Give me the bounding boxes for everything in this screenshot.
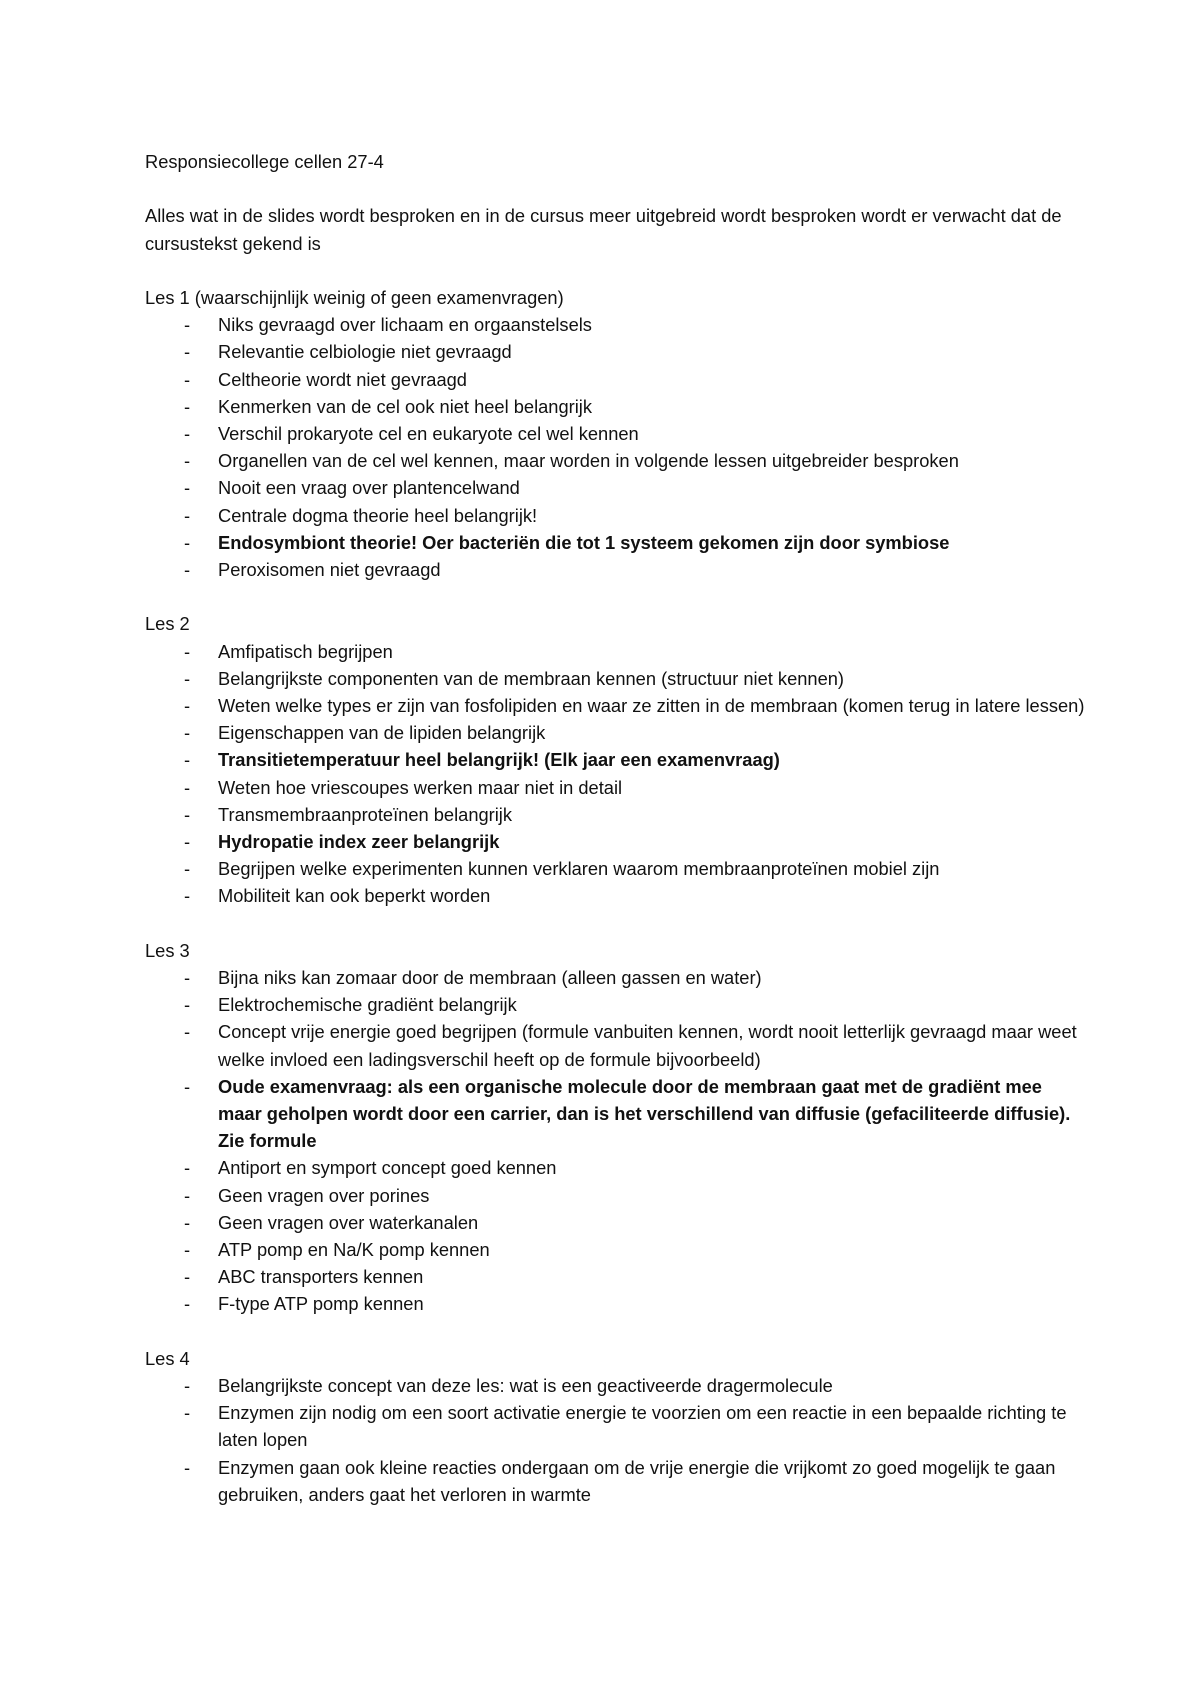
list-item [145, 991, 1085, 1018]
dash-bullet: - [184, 695, 191, 717]
list-item-text: Oude examenvraag: als een organische molecule door de membraan gaat met de gradiënt mee maar geholpen wordt door een carrier, dan is het verschillend van diffusie (gefaciliteerde diffusie). Zie formule [218, 1075, 1071, 1152]
list-item [145, 338, 1085, 365]
list-item [145, 556, 1085, 583]
dash-bullet: - [184, 504, 191, 526]
dash-bullet: - [184, 477, 191, 499]
section-heading: Les 4 [145, 1347, 190, 1369]
dash-bullet: - [184, 395, 191, 417]
list-item [145, 1399, 1085, 1453]
list-item [145, 828, 1085, 855]
dash-bullet: - [184, 314, 191, 336]
list-item [145, 882, 1085, 909]
list-item [145, 774, 1085, 801]
list-item-text: Geen vragen over porines [218, 1184, 430, 1206]
dash-bullet: - [184, 1184, 191, 1206]
dash-bullet: - [184, 368, 191, 390]
list-item-text: Hydropatie index zeer belangrijk [218, 831, 500, 853]
dash-bullet: - [184, 749, 191, 771]
list-item [145, 1263, 1085, 1290]
list-item-text: Verschil prokaryote cel en eukaryote cel wel kennen [218, 423, 639, 444]
list-item-text: Concept vrije energie goed begrijpen (formule vanbuiten kennen, wordt nooit letterlijk gevraagd maar weet welke invloed een ladingsverschil heeft op de formule bijvoorbeeld) [218, 1021, 1077, 1070]
document-page [145, 148, 1085, 1535]
section-les-2 [145, 610, 1085, 909]
list-item-text: Endosymbiont theorie! Oer bacteriën die tot 1 systeem gekomen zijn door symbiose [218, 531, 950, 553]
sections-container [145, 284, 1085, 1508]
dash-bullet: - [184, 1266, 191, 1288]
list-item-text: Belangrijkste componenten van de membraan kennen (structuur niet kennen) [218, 667, 844, 689]
dash-bullet: - [184, 776, 191, 798]
list-item-text: Eigenschappen van de lipiden belangrijk [218, 722, 546, 744]
list-item-text: Weten welke types er zijn van fosfolipiden en waar ze zitten in de membraan (komen terug in latere lessen) [218, 695, 1085, 717]
list-item-text: Geen vragen over waterkanalen [218, 1211, 479, 1233]
section-les-4 [145, 1345, 1085, 1508]
list-item-text: Enzymen gaan ook kleine reacties ondergaan om de vrije energie die vrijkomt zo goed mogelijk te gaan gebruiken, anders gaat het verloren in warmte [218, 1456, 1056, 1505]
list-item-text: Begrijpen welke experimenten kunnen verklaren waarom membraanproteïnen mobiel zijn [218, 858, 940, 880]
section-heading: Les 1 (waarschijnlijk weinig of geen examenvragen) [145, 286, 564, 308]
dash-bullet: - [184, 423, 191, 444]
list-item-text: Antiport en symport concept goed kennen [218, 1157, 557, 1179]
list-item [145, 1018, 1085, 1072]
dash-bullet: - [184, 1375, 191, 1397]
list-item [145, 1454, 1085, 1508]
list-item [145, 447, 1085, 474]
list-item [145, 1209, 1085, 1236]
section-les-1 [145, 284, 1085, 583]
list-item [145, 746, 1085, 773]
list-item-text: Amfipatisch begrijpen [218, 640, 393, 662]
bullet-list [145, 638, 1085, 910]
dash-bullet: - [184, 858, 191, 880]
list-item [145, 529, 1085, 556]
list-item-text: Weten hoe vriescoupes werken maar niet in detail [218, 776, 623, 798]
section-heading: Les 2 [145, 613, 190, 635]
section-les-3 [145, 937, 1085, 1318]
list-item-text: Organellen van de cel wel kennen, maar worden in volgende lessen uitgebreider besproken [218, 450, 959, 472]
dash-bullet: - [184, 1239, 191, 1261]
list-item [145, 1372, 1085, 1399]
dash-bullet: - [184, 341, 191, 363]
list-item [145, 420, 1085, 447]
list-item-text: Transitietemperatuur heel belangrijk! (Elk jaar een examenvraag) [218, 749, 780, 771]
dash-bullet: - [184, 885, 191, 907]
dash-bullet: - [184, 667, 191, 689]
list-item [145, 719, 1085, 746]
list-item [145, 474, 1085, 501]
bullet-list [145, 964, 1085, 1318]
list-item-text: Belangrijkste concept van deze les: wat is een geactiveerde dragermolecule [218, 1375, 833, 1397]
dash-bullet: - [184, 450, 191, 472]
list-item-text: Elektrochemische gradiënt belangrijk [218, 994, 517, 1016]
dash-bullet: - [184, 722, 191, 744]
list-item-text: Celtheorie wordt niet gevraagd [218, 368, 467, 390]
list-item-text: Peroxisomen niet gevraagd [218, 559, 441, 581]
dash-bullet: - [184, 1021, 191, 1043]
list-item [145, 665, 1085, 692]
bullet-list [145, 311, 1085, 583]
list-item [145, 311, 1085, 338]
dash-bullet: - [184, 1211, 191, 1233]
dash-bullet: - [184, 640, 191, 662]
dash-bullet: - [184, 994, 191, 1016]
bullet-list [145, 1372, 1085, 1508]
list-item [145, 692, 1085, 719]
dash-bullet: - [184, 1456, 191, 1478]
list-item-text: Transmembraanproteïnen belangrijk [218, 803, 513, 825]
list-item-text: Enzymen zijn nodig om een soort activatie energie te voorzien om een reactie in een bepaalde richting te laten lopen [218, 1402, 1067, 1451]
list-item-text: ATP pomp en Na/K pomp kennen [218, 1239, 490, 1261]
list-item [145, 1290, 1085, 1317]
dash-bullet: - [184, 531, 191, 553]
list-item-text: Nooit een vraag over plantencelwand [218, 477, 520, 499]
list-item [145, 1073, 1085, 1155]
list-item [145, 502, 1085, 529]
section-heading: Les 3 [145, 939, 190, 961]
list-item-text: Niks gevraagd over lichaam en orgaanstelsels [218, 314, 592, 336]
dash-bullet: - [184, 1075, 191, 1097]
dash-bullet: - [184, 803, 191, 825]
dash-bullet: - [184, 1293, 191, 1315]
dash-bullet: - [184, 1157, 191, 1179]
dash-bullet: - [184, 559, 191, 581]
list-item-text: Mobiliteit kan ook beperkt worden [218, 885, 491, 907]
list-item [145, 1154, 1085, 1181]
dash-bullet: - [184, 831, 191, 853]
list-item [145, 855, 1085, 882]
list-item-text: Kenmerken van de cel ook niet heel belangrijk [218, 395, 592, 417]
list-item-text: Bijna niks kan zomaar door de membraan (alleen gassen en water) [218, 967, 762, 989]
list-item [145, 801, 1085, 828]
list-item [145, 638, 1085, 665]
list-item-text: F-type ATP pomp kennen [218, 1293, 424, 1315]
list-item [145, 1182, 1085, 1209]
list-item-text: ABC transporters kennen [218, 1266, 424, 1288]
list-item [145, 366, 1085, 393]
list-item [145, 393, 1085, 420]
intro-paragraph: Alles wat in de slides wordt besproken en in de cursus meer uitgebreid wordt besproken wordt er verwacht dat de cursustekst gekend is [145, 205, 1062, 254]
dash-bullet: - [184, 967, 191, 989]
document-title: Responsiecollege cellen 27-4 [145, 151, 384, 172]
list-item [145, 1236, 1085, 1263]
dash-bullet: - [184, 1402, 191, 1424]
list-item-text: Relevantie celbiologie niet gevraagd [218, 341, 512, 363]
list-item-text: Centrale dogma theorie heel belangrijk! [218, 504, 538, 526]
list-item [145, 964, 1085, 991]
